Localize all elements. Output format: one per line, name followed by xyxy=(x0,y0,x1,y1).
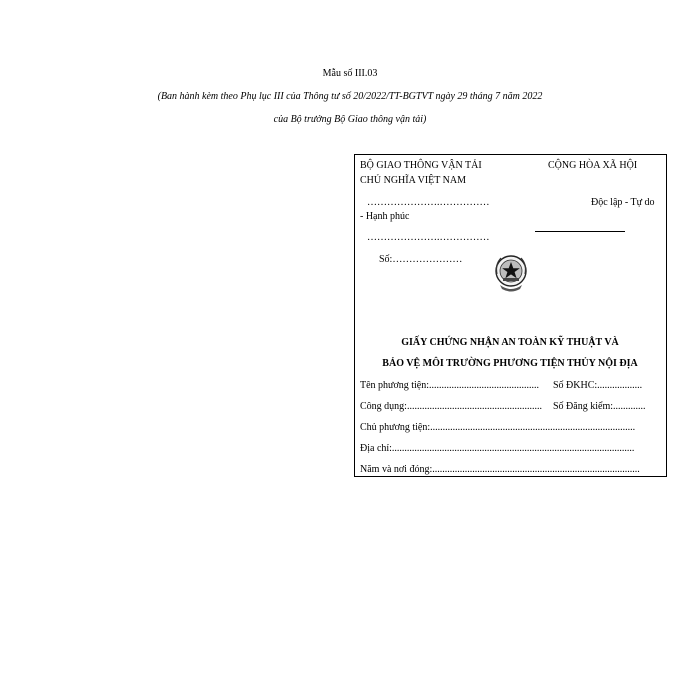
certificate-title-line2: BẢO VỆ MÔI TRƯỜNG PHƯƠNG TIỆN THỦY NỘI ĐỊA xyxy=(382,358,638,369)
certificate-title-line1: GIẤY CHỨNG NHẬN AN TOÀN KỸ THUẬT VÀ xyxy=(401,337,619,348)
inspection-number-field: Số Đăng kiểm:............. xyxy=(553,401,646,412)
issued-under-note: (Ban hành kèm theo Phụ lục III của Thông tư số 20/2022/TT-BGTVT ngày 29 tháng 7 năm 2022 xyxy=(157,91,543,102)
form-number: Mẫu số III.03 xyxy=(322,68,378,79)
registration-number-field: Số ĐKHC:.................. xyxy=(553,380,643,391)
vehicle-name-field: Tên phương tiện:............................................ xyxy=(360,380,540,391)
build-year-place-field: Năm và nơi đóng:................................................................................... xyxy=(360,464,640,475)
address-field: Địa chỉ:................................................................................................. xyxy=(360,443,635,454)
nation-name-part1: CỘNG HÒA XÃ HỘI xyxy=(548,160,638,171)
motto-part2: - Hạnh phúc xyxy=(360,211,410,222)
ministry-name: BỘ GIAO THÔNG VẬN TẢI xyxy=(360,160,482,171)
nation-name-part2: CHỦ NGHĨA VIỆT NAM xyxy=(360,175,467,186)
national-emblem-icon xyxy=(491,252,531,294)
motto-underline xyxy=(535,231,625,232)
unit-name-blank: ………………….…………… xyxy=(367,197,490,208)
document-number: Số:………………… xyxy=(379,254,463,265)
owner-field: Chủ phương tiện:.................................................................................. xyxy=(360,422,636,433)
issued-by-note: của Bộ trưởng Bộ Giao thông vận tải) xyxy=(273,114,427,125)
usage-field: Công dụng:...................................................... xyxy=(360,401,542,412)
certificate-form xyxy=(354,154,667,477)
motto-part1: Độc lập - Tự do xyxy=(591,197,655,208)
unit-name-blank-2: ………………….…………… xyxy=(367,232,490,243)
